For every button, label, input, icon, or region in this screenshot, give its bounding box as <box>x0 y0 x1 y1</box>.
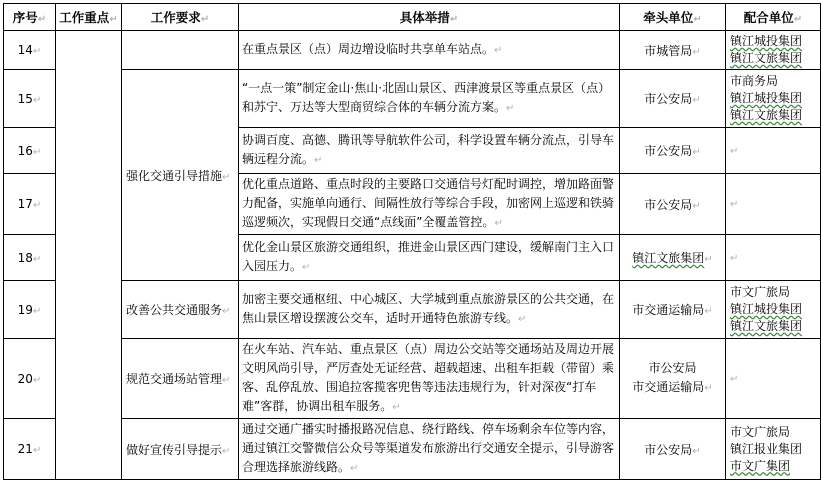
row-number: 15↵ <box>4 70 56 128</box>
measure-cell: 优化重点道路、重点时段的主要路口交通信号灯配时调控，增加路面警力配备，实施单向通行、间隔性放行等综合手段，加密网上巡逻和铁骑巡逻频次，实现假日交通“点线面”全覆盖管控。↵ <box>239 174 620 235</box>
measure-cell: “一点一策”制定金山·焦山·北固山景区、西津渡景区等重点景区（点）和苏宁、万达等大型商贸综合体的车辆分流方案。↵ <box>239 70 620 128</box>
header-focus: 工作重点↵ <box>56 4 122 31</box>
lead-unit: 市公安局↵ <box>620 128 726 174</box>
table-row <box>4 419 821 480</box>
measure-cell: 在重点景区（点）周边增设临时共享单车站点。↵ <box>239 31 620 70</box>
row-number: 14↵ <box>4 31 56 70</box>
header-requirement: 工作要求↵ <box>122 4 239 31</box>
requirement-cell <box>122 31 239 70</box>
measure-cell: 协调百度、高德、腾讯等导航软件公司，科学设置车辆分流点，引导车辆远程分流。↵ <box>239 128 620 174</box>
assist-units: ↵ <box>726 339 821 419</box>
assist-units <box>726 31 821 70</box>
assist-units <box>726 70 821 128</box>
assist-unit: 镇江报业集团 <box>730 441 803 456</box>
assist-unit: 市文广旅局 <box>730 424 791 439</box>
lead-unit: 市公安局 市交通运输局↵ <box>620 339 726 419</box>
lead-unit: 市公安局↵ <box>620 419 726 480</box>
header-row <box>4 4 821 31</box>
measures-table <box>3 3 821 480</box>
assist-units: ↵ <box>726 235 821 281</box>
requirement-cell: 规范交通场站管理↵ <box>122 339 239 419</box>
assist-units <box>726 419 821 480</box>
requirement-cell: 强化交通引导措施↵ <box>122 70 239 281</box>
table-row <box>4 70 821 128</box>
table-row <box>4 339 821 419</box>
assist-unit: 镇江城投集团 <box>730 91 803 105</box>
requirement-cell: 改善公共交通服务↵ <box>122 281 239 339</box>
assist-unit: 镇江文旅集团 <box>730 51 803 65</box>
assist-units: ↵ <box>726 174 821 235</box>
row-number: 19↵ <box>4 281 56 339</box>
row-number: 21↵ <box>4 419 56 480</box>
assist-unit: 镇江文旅集团 <box>730 319 803 333</box>
assist-unit: 市文广集团 <box>730 458 791 473</box>
header-no: 序号↵ <box>4 4 56 31</box>
lead-unit: 市城管局↵ <box>620 31 726 70</box>
row-number: 18↵ <box>4 235 56 281</box>
assist-unit: 镇江城投集团 <box>730 34 803 48</box>
header-assist: 配合单位↵ <box>726 4 821 31</box>
row-number: 17↵ <box>4 174 56 235</box>
focus-cell <box>56 31 122 480</box>
assist-unit: 镇江城投集团 <box>730 302 803 316</box>
header-measures: 具体举措↵ <box>239 4 620 31</box>
measure-cell: 通过交通广播实时播报路况信息、绕行路线、停车场剩余车位等内容，通过镇江交警微信公众号等渠道发布旅游出行交通安全提示，引导游客合理选择旅游线路。↵ <box>239 419 620 480</box>
table-row <box>4 31 821 70</box>
assist-unit: 市文广旅局 <box>730 285 791 299</box>
assist-unit: 市商务局 <box>730 74 779 88</box>
table-row <box>4 281 821 339</box>
measure-cell: 在火车站、汽车站、重点景区（点）周边公交站等交通场站及周边开展文明风尚引导，严厉查处无证经营、超载超速、出租车拒载（带留）乘客、乱停乱放、围追拉客揽客兜售等违法违规行为，针对深夜“打车难”客群，协调出租车服务。↵ <box>239 339 620 419</box>
assist-units: ↵ <box>726 128 821 174</box>
row-number: 16↵ <box>4 128 56 174</box>
lead-unit: 市交通运输局↵ <box>620 281 726 339</box>
lead-unit: 市公安局↵ <box>620 70 726 128</box>
assist-units <box>726 281 821 339</box>
row-number: 20↵ <box>4 339 56 419</box>
lead-unit: 市公安局↵ <box>620 174 726 235</box>
lead-unit: 镇江文旅集团↵ <box>620 235 726 281</box>
measure-cell: 优化金山景区旅游交通组织，推进金山景区西门建设，缓解南门主入口入园压力。↵ <box>239 235 620 281</box>
requirement-cell: 做好宣传引导提示↵ <box>122 419 239 480</box>
header-lead: 牵头单位↵ <box>620 4 726 31</box>
measure-cell: 加密主要交通枢纽、中心城区、大学城到重点旅游景区的公共交通，在焦山景区增设摆渡公交车，适时开通特色旅游专线。↵ <box>239 281 620 339</box>
assist-unit: 镇江文旅集团 <box>730 108 803 122</box>
